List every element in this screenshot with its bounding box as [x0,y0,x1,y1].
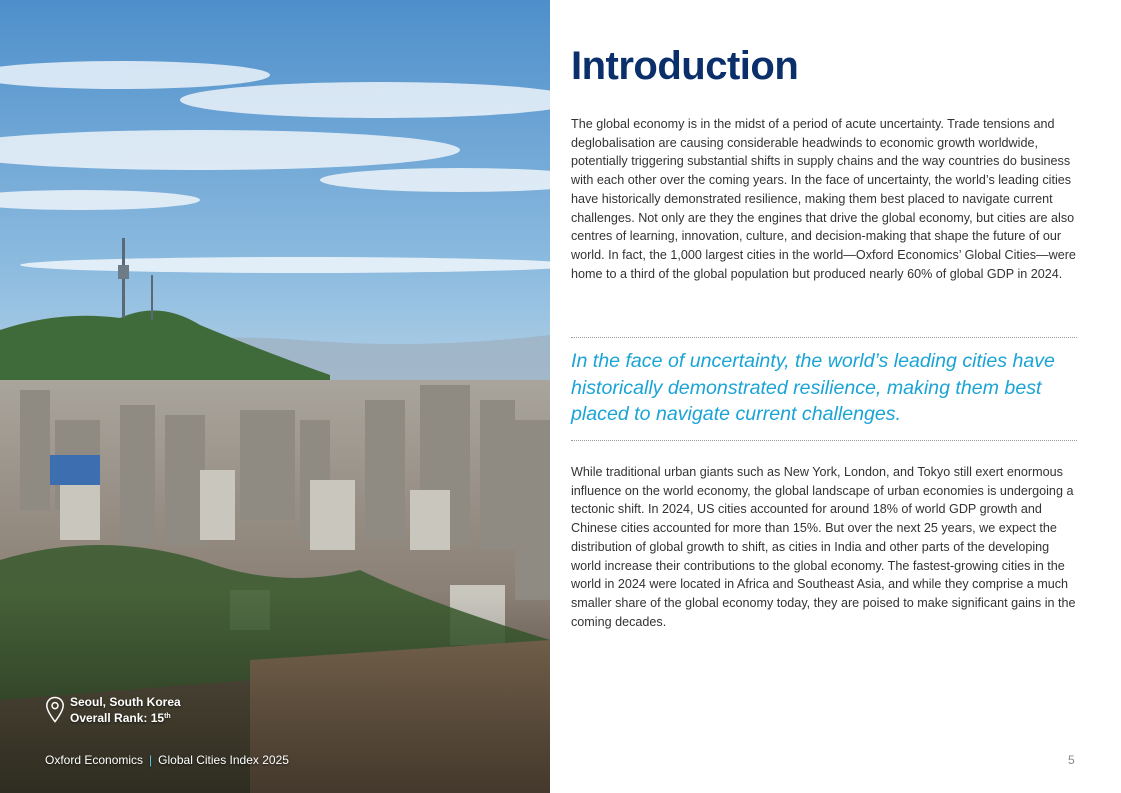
page-number: 5 [1068,753,1075,767]
caption-city: Seoul, South Korea [70,695,181,709]
footer-separator: | [149,753,153,767]
caption-rank [70,710,181,726]
seoul-skyline-illustration [0,0,550,793]
location-pin-icon [45,696,65,724]
footer-publication [45,753,289,767]
footer-report: Global Cities Index 2025 [158,753,289,767]
pull-quote: In the face of uncertainty, the world’s leading cities have historically demonstrated resilience, making them best placed to navigate current challenges. [571,350,1055,425]
caption-rank-suffix: th [164,713,171,720]
quote-divider-bottom [571,440,1077,441]
seoul-city-photo [0,0,550,793]
intro-paragraph: The global economy is in the midst of a period of acute uncertainty. Trade tensions and deglobalisation are causing considerable headwinds to economic growth worldwide, potentially triggering substantial shifts in supply chains and the way countries do business with each other over the coming years. In the face of uncertainty, the world’s leading cities have historically demonstrated resilience, making them best placed to navigate current challenges. Not only are they the engines that drive the global economy, but cities are also centres of learning, innovation, culture, and decision-making that shape the future of our world. In fact, the 1,000 largest cities in the world—Oxford Economics’ Global Cities—were home to a third of the global population but produced nearly 60% of global GDP in 2024. [571,117,1076,281]
body-paragraph: While traditional urban giants such as New York, London, and Tokyo still exert enormous influence on the world economy, the global landscape of urban economies is undergoing a tectonic shift. In 2024, US cities accounted for around 18% of world GDP growth and Chinese cities accounted for more than 15%. But over the next 25 years, we expect the distribution of global growth to shift, as cities in India and other parts of the developing world increase their contributions to the global economy. The fastest-growing cities in the world in 2024 were located in Africa and Southeast Asia, and while they comprise a much smaller share of the global economy today, they are poised to make significant gains in the coming decades. [571,465,1076,629]
page-title: Introduction [571,44,799,88]
caption-rank-label: Overall Rank: 15 [70,711,165,725]
footer-publisher: Oxford Economics [45,753,144,767]
photo-caption [45,694,181,726]
quote-divider-top [571,337,1077,338]
